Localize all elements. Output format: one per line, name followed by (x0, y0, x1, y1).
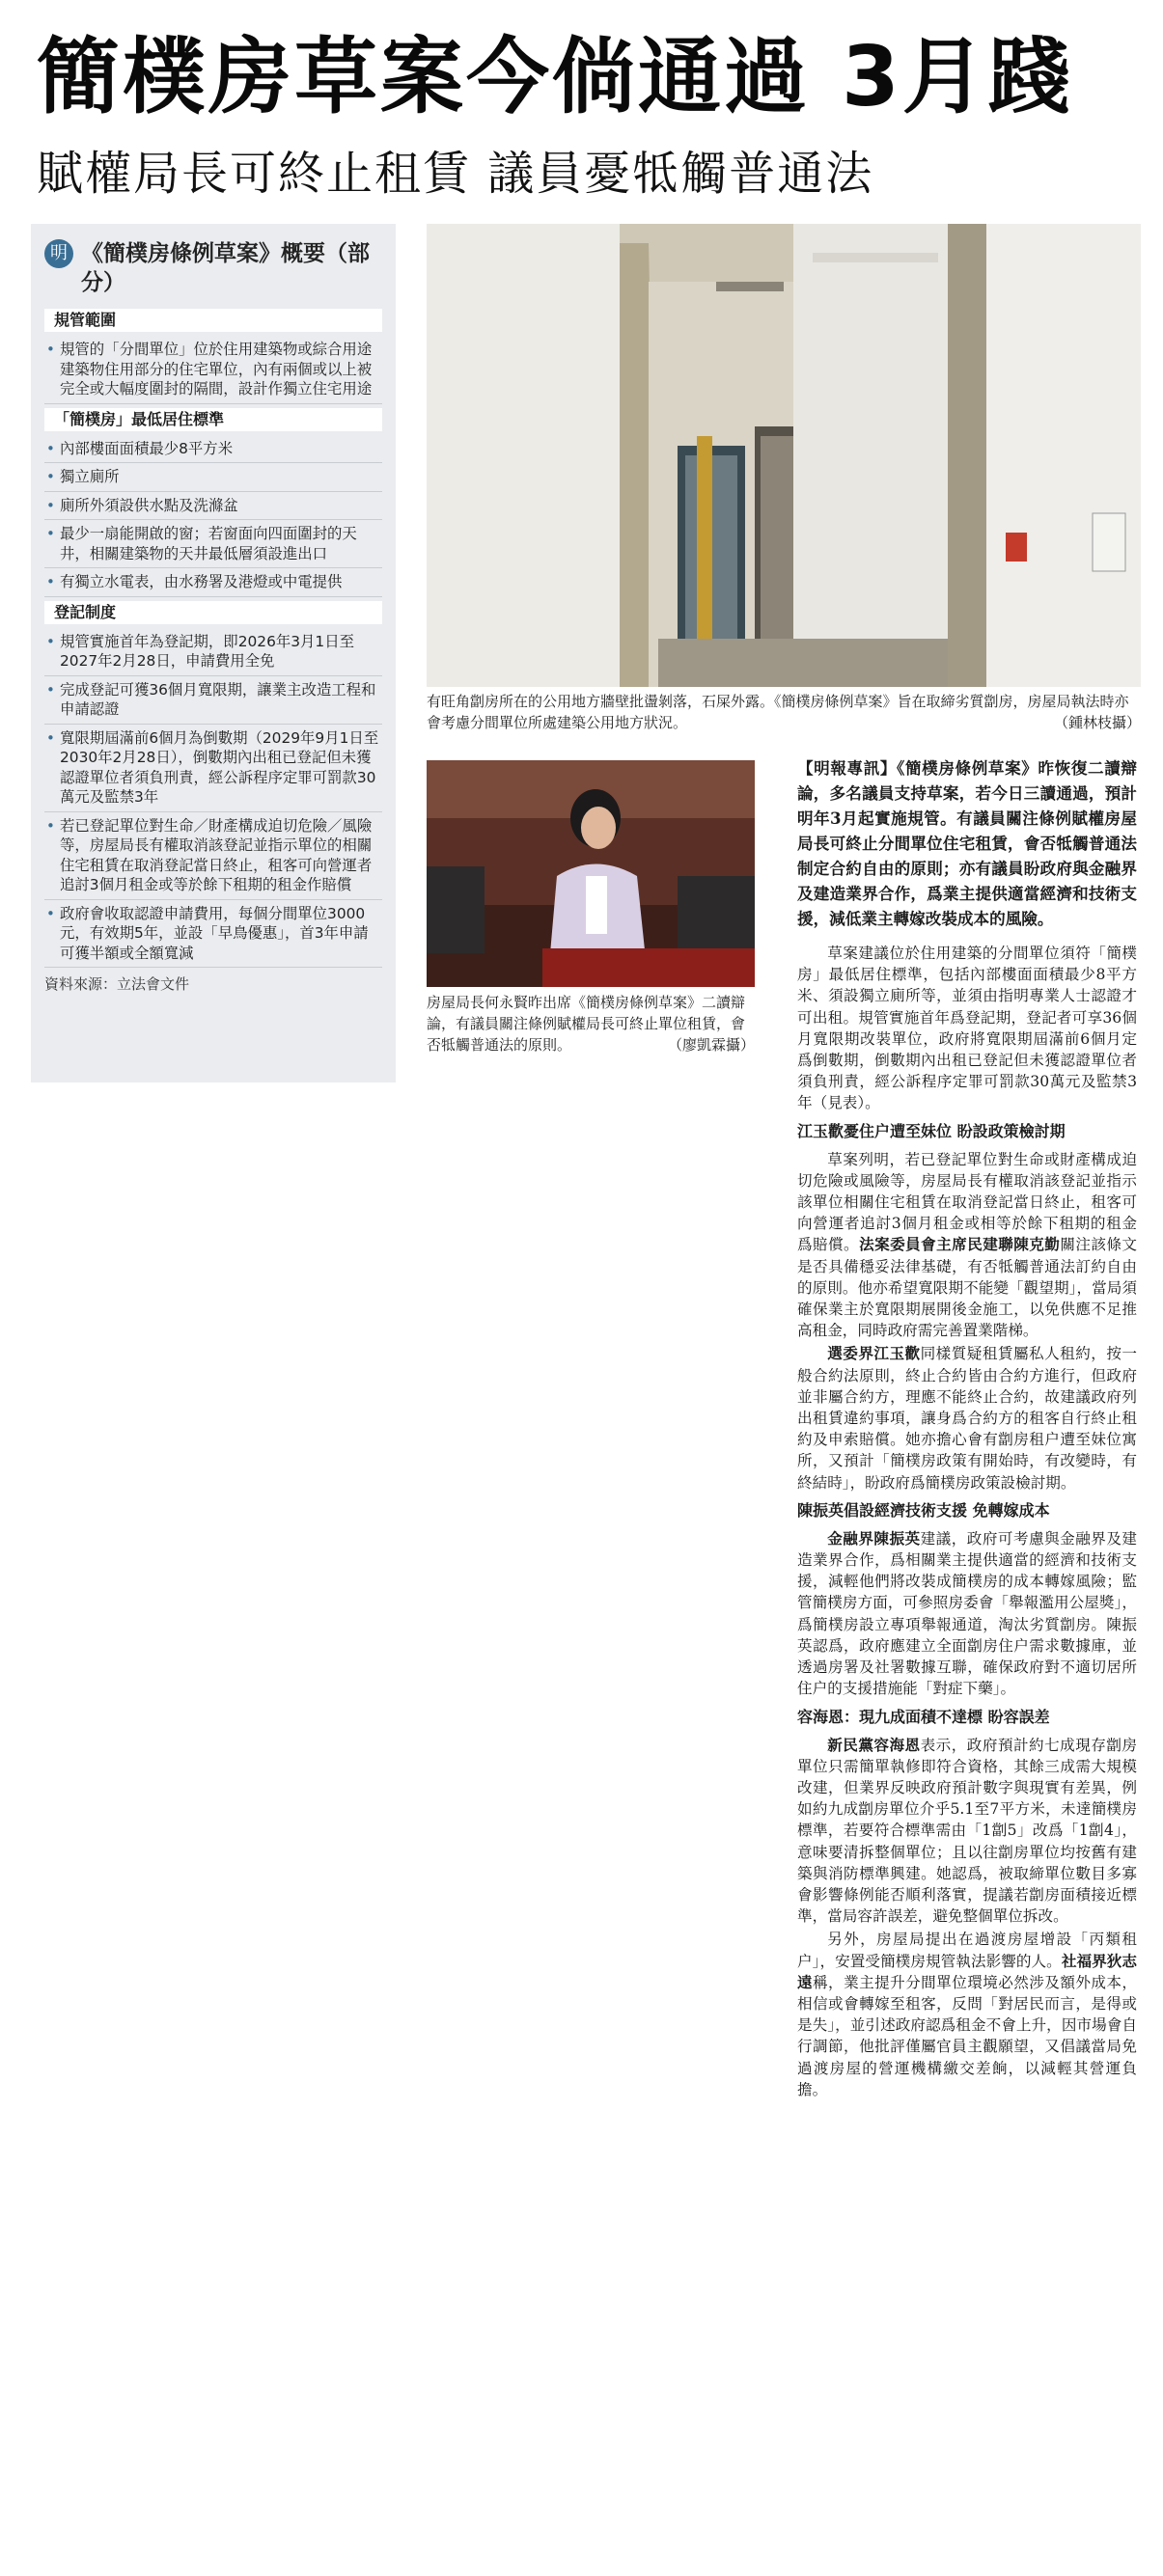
sidebar-item: • 若已登記單位對生命／財產構成迫切危險／風險等，房屋局長有權取消該登記並指示單位的相關住宅租賃在取消登記當日終止，租客可向營運者追討3個月租金或等於餘下租期的租金作賠償 (44, 812, 382, 900)
article-paragraph: 草案建議位於住用建築的分間單位須符「簡樸房」最低居住標準，包括內部樓面面積最少8平方米、須設獨立廁所等，並須由指明專業人士認證才可出租。規管實施首年爲登記期，登記者可享36個月寬限期改裝單位，政府將寬限期屆滿前6個月定爲倒數期，倒數期內出租已登記但未獲認證單位者須負刑責，經公訴程序定罪可罰款30萬元及監禁3年（見表）。 (797, 945, 1137, 1112)
article-subheading: 陳振英倡設經濟技術支援 免轉嫁成本 (797, 1500, 1050, 1520)
corridor-photo-image (427, 224, 1141, 687)
sidebar-item: • 規管的「分間單位」位於住用建築物或綜合用途建築物住用部分的住宅單位，內有兩個或以上被完全或大幅度圍封的隔間，設計作獨立住宅用途 (44, 336, 382, 404)
summary-sidebar (31, 224, 396, 1082)
photo2-caption-text: 房屋局長何永賢昨出席《簡樸房條例草案》二讀辯論，有議員關注條例賦權局長可終止單位租賃，會否牴觸普通法的原則。 (427, 994, 746, 1054)
sidebar-item: • 寬限期屆滿前6個月為倒數期（2029年9月1日至2030年2月28日），倒數期內出租已登記但未獲認證單位者須負刑責，經公訴程序定罪可罰款30萬元及監禁3年 (44, 725, 382, 812)
sidebar-item: • 有獨立水電表，由水務署及港燈或中電提供 (44, 568, 382, 597)
minister-photo (427, 760, 755, 987)
sidebar-item: • 完成登記可獲36個月寬限期，讓業主改造工程和申請認證 (44, 676, 382, 725)
article-body (797, 755, 1137, 2102)
photo2-caption (427, 992, 755, 1055)
photo2-credit: （廖凱霖攝） (667, 1036, 755, 1054)
article-name-bold: 社福界狄志遠 (797, 1951, 1137, 1991)
sidebar-item: • 規管實施首年為登記期，即2026年3月1日至2027年2月28日，申請費用全免 (44, 628, 382, 676)
sidebar-source: 資料來源：立法會文件 (44, 975, 190, 993)
article-paragraph (797, 1929, 1137, 2100)
photo1-credit: （鍾林枝攝） (1053, 714, 1141, 731)
article-subheading: 江玉歡憂住户遭至妹位 盼設政策檢討期 (797, 1121, 1066, 1140)
sidebar-section-heading: 規管範圍 (44, 309, 382, 332)
sidebar-item: • 內部樓面面積最少8平方米 (44, 435, 382, 464)
subheadline: 賦權局長可終止租賃 議員憂牴觸普通法 (37, 147, 874, 201)
sidebar-section-heading: 「簡樸房」最低居住標準 (44, 408, 382, 431)
sidebar-item: • 政府會收取認證申請費用，每個分間單位3000元，有效期5年，並設「早鳥優惠」，首3年申請可獲半額或全額寬減 (44, 900, 382, 969)
sidebar-item: • 最少一扇能開啟的窗；若窗面向四面圍封的天井，相關建築物的天井最低層須設進出口 (44, 520, 382, 568)
article-paragraph (797, 1149, 1137, 1342)
article-text: 表示，政府預計約七成現存劏房單位只需簡單執修即符合資格，其餘三成需大規模改建，但業界反映政府預計數字與現實有差異，例如約九成劏房單位介乎5.1至7平方米，未達簡樸房標準，若要符合標準需由「1劏5」改爲「1劏4」，意味要清拆整個單位；且以往劏房單位均按舊有建築與消防標準興建。她認爲，被取締單位數目多寡會影響條例能否順利落實，提議若劏房面積接近標準，當局容許誤差，避免整個單位拆改。 (797, 1736, 1137, 1926)
article-text: 建議，政府可考慮與金融界及建造業界合作，爲相關業主提供適當的經濟和技術支援，減輕他們將改裝成簡樸房的成本轉嫁風險；監管簡樸房方面，可參照房委會「舉報濫用公屋獎」，爲簡樸房設立專項舉報通道，淘汰劣質劏房。陳振英認爲，政府應建立全面劏房住户需求數據庫，並透過房署及社署數據互聯，確保政府對不適切居所住户的支援措施能「對症下藥」。 (797, 1529, 1137, 1698)
article-name-bold: 金融界陳振英 (827, 1528, 921, 1548)
article-subheading: 容海恩：現九成面積不達標 盼容誤差 (797, 1707, 1050, 1726)
article-paragraph (797, 1528, 1137, 1700)
sidebar-title (44, 239, 382, 297)
article-name-bold: 法案委員會主席民建聯陳克勤 (859, 1235, 1061, 1254)
article-text: 同樣質疑租賃屬私人租約，按一般合約法原則，終止合約皆由合約方進行，但政府並非屬合約方，理應不能終止合約，故建議政府列出租賃違約事項，讓身爲合約方的租客自行終止租約及申索賠償。她亦擔心會有劏房租户遭至妹位寓所，又預計「簡樸房政策有開始時，有改變時，有終結時」，盼政府爲簡樸房政策設檢討期。 (797, 1345, 1137, 1492)
sidebar-item: • 獨立廁所 (44, 463, 382, 492)
photo1-caption-text: 有旺角劏房所在的公用地方牆壁批盪剝落，石屎外露。《簡樸房條例草案》旨在取締劣質劏房，房屋局執法時亦會考慮分間單位所處建築公用地方狀況。 (427, 693, 1129, 731)
article-text: 稱，業主提升分間單位環境必然涉及額外成本，相信或會轉嫁至租客，反問「對居民而言，是得或是失」，並引述政府認爲租金不會上升，因市場會自行調節，他批評僅屬官員主觀願望，又倡議當局免過渡房屋的營運機構繳交差餉，以減輕其營運負擔。 (797, 1973, 1137, 2098)
article-text: 草案列明，若已登記單位對生命或財產構成迫切危險或風險等，房屋局長有權取消該登記並指示該單位相關住宅租賃在取消登記當日終止，租客可向營運者追討3個月租金或相等於餘下租期的租金爲賠償。 (797, 1150, 1137, 1254)
mingpao-badge-icon: 明 (44, 239, 73, 268)
sidebar-item: • 廁所外須設供水點及洗滌盆 (44, 492, 382, 521)
article-lead: 【明報專訊】《簡樸房條例草案》昨恢復二讀辯論，多名議員支持草案，若今日三讀通過，預計明年3月起實施規管。有議員關注條例賦權房屋局長可終止分間單位住宅租賃，會否牴觸普通法制定合約自由的原則；亦有議員盼政府與金融界及建造業界合作，爲業主提供適當經濟和技術支援，減低業主轉嫁改裝成本的風險。 (797, 758, 1137, 928)
article-name-bold: 選委界江玉歡 (827, 1344, 921, 1363)
corridor-photo (427, 224, 1141, 687)
article-paragraph (797, 1343, 1137, 1493)
sidebar-title-text: 《簡樸房條例草案》概要（部分） (81, 241, 370, 295)
minister-photo-image (427, 760, 755, 987)
headline: 簡樸房草案今倘通過 3月踐 (37, 29, 1074, 125)
sidebar-section-heading: 登記制度 (44, 601, 382, 624)
article-text: 另外，房屋局提出在過渡房屋增設「丙類租户」，安置受簡樸房規管執法影響的人。 (797, 1931, 1137, 1970)
article-name-bold: 新民黨容海恩 (827, 1735, 921, 1754)
article-text: 關注該條文是否具備穩妥法律基礎，有否牴觸普通法訂約自由的原則。他亦希望寬限期不能變「觀望期」，當局須確保業主於寬限期展開後金施工，以免供應不足推高租金，同時政府需完善置業階梯。 (797, 1236, 1137, 1340)
article-paragraph (797, 1735, 1137, 1928)
photo1-caption (427, 691, 1141, 733)
